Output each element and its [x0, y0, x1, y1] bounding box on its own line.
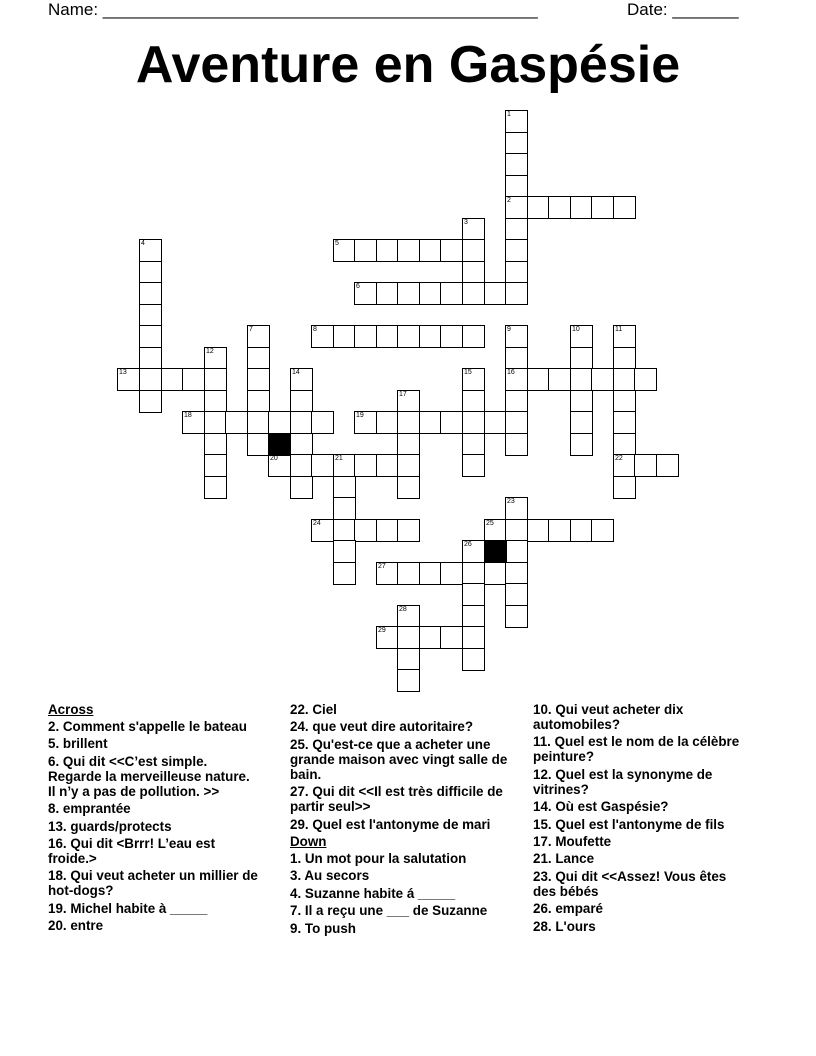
clue-number: 25	[486, 520, 494, 527]
clue-item: 18. Qui veut acheter un millier de hot-dogs?	[48, 868, 258, 899]
crossword-cell[interactable]	[225, 411, 248, 434]
crossword-cell[interactable]	[462, 648, 485, 671]
crossword-cell[interactable]	[139, 390, 162, 413]
clue-item: 24. que veut dire autoritaire?	[290, 719, 474, 735]
crossword-cell[interactable]	[376, 325, 399, 348]
clue-number: 23	[507, 498, 515, 505]
clue-number: 22	[615, 455, 623, 462]
crossword-cell[interactable]	[462, 583, 485, 606]
crossword-cell[interactable]	[139, 368, 162, 391]
crossword-cell[interactable]	[656, 454, 679, 477]
crossword-cell[interactable]	[311, 411, 334, 434]
clue-item: 15. Quel est l'antonyme de fils	[533, 816, 725, 832]
crossword-cell[interactable]	[613, 411, 636, 434]
clue-item: 16. Qui dit <Brrr! L’eau est froide.>	[48, 835, 216, 866]
clue-number: 8	[313, 326, 317, 333]
crossword-cell[interactable]	[247, 433, 270, 456]
clue-number: 24	[313, 520, 321, 527]
crossword-cell[interactable]	[419, 325, 442, 348]
clue-number: 20	[270, 455, 278, 462]
crossword-cell[interactable]	[440, 282, 463, 305]
clue-item: 29. Quel est l'antonyme de mari	[290, 816, 491, 832]
clue-number: 27	[378, 563, 386, 570]
clue-number: 6	[356, 283, 360, 290]
crossword-cell[interactable]	[484, 562, 507, 585]
clue-item: 19. Michel habite à _____	[48, 900, 208, 916]
crossword-cell[interactable]	[204, 411, 227, 434]
blocked-cell	[268, 433, 291, 456]
crossword-cell[interactable]	[397, 325, 420, 348]
clue-item: 28. L'ours	[533, 918, 596, 934]
crossword-cell[interactable]	[440, 411, 463, 434]
crossword-cell[interactable]	[397, 669, 420, 692]
crossword-cell[interactable]	[290, 433, 313, 456]
crossword-cell[interactable]	[204, 454, 227, 477]
crossword-cell[interactable]	[462, 261, 485, 284]
across-heading: Across	[48, 702, 94, 717]
clue-item: 25. Qu'est-ce que a acheter une grande maison avec vingt salle de bain.	[290, 736, 508, 782]
crossword-cell[interactable]	[354, 519, 377, 542]
clue-number: 12	[206, 348, 214, 355]
date-field-label: Date: _______	[627, 0, 739, 19]
crossword-cell[interactable]	[139, 282, 162, 305]
crossword-cell[interactable]	[376, 454, 399, 477]
crossword-cell[interactable]	[634, 454, 657, 477]
clue-item: 27. Qui dit <<Il est très difficile de partir seul>>	[290, 784, 503, 815]
clue-number: 9	[507, 326, 511, 333]
crossword-cell[interactable]	[290, 476, 313, 499]
crossword-cell[interactable]	[634, 368, 657, 391]
clue-number: 5	[335, 240, 339, 247]
crossword-cell[interactable]	[290, 454, 313, 477]
crossword-cell[interactable]	[505, 175, 528, 198]
clue-number: 19	[356, 412, 364, 419]
crossword-cell[interactable]	[204, 433, 227, 456]
crossword-cell[interactable]	[290, 411, 313, 434]
crossword-cell[interactable]	[505, 605, 528, 628]
clue-item: 5. brillent	[48, 736, 108, 752]
crossword-cell[interactable]	[484, 282, 507, 305]
crossword-cell[interactable]	[397, 282, 420, 305]
crossword-cell[interactable]	[354, 325, 377, 348]
crossword-cell[interactable]	[505, 433, 528, 456]
crossword-cell[interactable]	[397, 648, 420, 671]
crossword-cell[interactable]	[548, 368, 571, 391]
crossword-cell[interactable]	[505, 218, 528, 241]
clue-number: 10	[572, 326, 580, 333]
crossword-cell[interactable]	[570, 347, 593, 370]
crossword-cell[interactable]	[505, 583, 528, 606]
crossword-cell[interactable]	[527, 519, 550, 542]
down-heading: Down	[290, 833, 327, 849]
crossword-cell[interactable]	[462, 411, 485, 434]
crossword-cell[interactable]	[139, 325, 162, 348]
crossword-cell[interactable]	[462, 562, 485, 585]
crossword-cell[interactable]	[462, 626, 485, 649]
clue-number: 2	[507, 197, 511, 204]
crossword-cell[interactable]	[333, 476, 356, 499]
crossword-cell[interactable]	[247, 411, 270, 434]
crossword-cell[interactable]	[505, 540, 528, 563]
clue-item: 8. emprantée	[48, 801, 131, 817]
clue-item: 7. Il a reçu une ___ de Suzanne	[290, 903, 488, 919]
crossword-cell[interactable]	[613, 368, 636, 391]
clue-item: 12. Quel est la synonyme de vitrines?	[533, 766, 713, 797]
crossword-cell[interactable]	[548, 196, 571, 219]
crossword-cell[interactable]	[570, 411, 593, 434]
clue-number: 1	[507, 111, 511, 118]
crossword-cell[interactable]	[462, 433, 485, 456]
crossword-cell[interactable]	[419, 626, 442, 649]
clue-number: 29	[378, 627, 386, 634]
crossword-cell[interactable]	[397, 411, 420, 434]
crossword-cell[interactable]	[591, 368, 614, 391]
page-title: Aventure en Gaspésie	[135, 36, 681, 94]
clue-number: 17	[399, 391, 407, 398]
clue-number: 18	[184, 412, 192, 419]
crossword-cell[interactable]	[333, 519, 356, 542]
clue-item: 10. Qui veut acheter dix automobiles?	[533, 702, 684, 732]
clue-item: 4. Suzanne habite á _____	[290, 885, 456, 901]
clue-number: 21	[335, 455, 343, 462]
clue-item: 22. Ciel	[290, 702, 337, 717]
clue-number: 16	[507, 369, 515, 376]
clue-item: 6. Qui dit <<C’est simple. Regarde la merveilleuse nature. Il n’y a pas de pollution. >>	[48, 753, 250, 799]
clue-item: 3. Au secors	[290, 868, 370, 884]
crossword-cell[interactable]	[484, 411, 507, 434]
crossword-cell[interactable]	[397, 562, 420, 585]
crossword-cell[interactable]	[613, 347, 636, 370]
crossword-cell[interactable]	[290, 390, 313, 413]
crossword-cell[interactable]	[311, 454, 334, 477]
crossword-cell[interactable]	[333, 540, 356, 563]
clue-item: 23. Qui dit <<Assez! Vous êtes des bébés	[533, 868, 727, 899]
clue-item: 20. entre	[48, 918, 104, 934]
crossword-cell[interactable]	[247, 390, 270, 413]
crossword-cell[interactable]	[139, 304, 162, 327]
crossword-cell[interactable]	[354, 454, 377, 477]
clue-item: 9. To push	[290, 920, 356, 936]
clue-item: 13. guards/protects	[48, 818, 172, 834]
crossword-cell[interactable]	[204, 476, 227, 499]
crossword-cell[interactable]	[527, 368, 550, 391]
clue-number: 15	[464, 369, 472, 376]
blocked-cell	[484, 540, 507, 563]
clue-number: 3	[464, 219, 468, 226]
crossword-cell[interactable]	[204, 368, 227, 391]
crossword-cell[interactable]	[247, 368, 270, 391]
crossword-cell[interactable]	[419, 239, 442, 262]
crossword-cell[interactable]	[139, 261, 162, 284]
crossword-cell[interactable]	[591, 196, 614, 219]
name-field-label: Name: ______________________________________________	[48, 0, 538, 19]
crossword-cell[interactable]	[591, 519, 614, 542]
clue-item: 26. emparé	[533, 901, 603, 917]
crossword-cell[interactable]	[570, 433, 593, 456]
crossword-cell[interactable]	[570, 368, 593, 391]
crossword-cell[interactable]	[204, 390, 227, 413]
crossword-cell[interactable]	[613, 196, 636, 219]
clue-number: 4	[141, 240, 145, 247]
crossword-cell[interactable]	[613, 390, 636, 413]
crossword-cell[interactable]	[505, 153, 528, 176]
crossword-cell[interactable]	[354, 239, 377, 262]
crossword-cell[interactable]	[182, 368, 205, 391]
crossword-cell[interactable]	[505, 519, 528, 542]
crossword-cell[interactable]	[505, 347, 528, 370]
crossword-cell[interactable]	[376, 519, 399, 542]
crossword-cell[interactable]	[376, 282, 399, 305]
clue-column-2	[290, 702, 522, 938]
crossword-cell[interactable]	[419, 562, 442, 585]
crossword-cell[interactable]	[570, 519, 593, 542]
clue-number: 14	[292, 369, 300, 376]
crossword-cell[interactable]	[505, 411, 528, 434]
crossword-cell[interactable]	[570, 196, 593, 219]
crossword-cell[interactable]	[419, 282, 442, 305]
crossword-cell[interactable]	[397, 519, 420, 542]
crossword-cell[interactable]	[440, 239, 463, 262]
crossword-cell[interactable]	[440, 626, 463, 649]
crossword-cell[interactable]	[613, 476, 636, 499]
crossword-cell[interactable]	[247, 347, 270, 370]
crossword-cell[interactable]	[397, 476, 420, 499]
crossword-cell[interactable]	[397, 239, 420, 262]
crossword-cell[interactable]	[397, 626, 420, 649]
crossword-cell[interactable]	[161, 368, 184, 391]
crossword-cell[interactable]	[376, 239, 399, 262]
clue-number: 28	[399, 606, 407, 613]
crossword-cell[interactable]	[548, 519, 571, 542]
crossword-cell[interactable]	[505, 239, 528, 262]
crossword-cell[interactable]	[462, 390, 485, 413]
crossword-cell[interactable]	[333, 325, 356, 348]
crossword-cell[interactable]	[462, 605, 485, 628]
clue-number: 11	[615, 326, 623, 333]
crossword-cell[interactable]	[505, 562, 528, 585]
crossword-cell[interactable]	[462, 239, 485, 262]
crossword-cell[interactable]	[139, 347, 162, 370]
crossword-cell[interactable]	[462, 282, 485, 305]
clue-column-3	[533, 702, 753, 936]
clue-item: 11. Quel est le nom de la célèbre peinture?	[533, 734, 740, 765]
clue-number: 26	[464, 541, 472, 548]
clue-item: 21. Lance	[533, 851, 595, 867]
crossword-cell[interactable]	[376, 411, 399, 434]
crossword-cell[interactable]	[505, 132, 528, 155]
crossword-cell[interactable]	[505, 261, 528, 284]
crossword-cell[interactable]	[505, 282, 528, 305]
clue-item: 1. Un mot pour la salutation	[290, 850, 467, 866]
crossword-cell[interactable]	[505, 390, 528, 413]
crossword-cell[interactable]	[462, 454, 485, 477]
crossword-cell[interactable]	[268, 411, 291, 434]
crossword-cell[interactable]	[397, 433, 420, 456]
crossword-cell[interactable]	[462, 325, 485, 348]
clue-column-1	[48, 702, 260, 936]
crossword-cell[interactable]	[397, 454, 420, 477]
crossword-cell[interactable]	[440, 562, 463, 585]
clue-number: 7	[249, 326, 253, 333]
clue-item: 14. Où est Gaspésie?	[533, 799, 669, 815]
crossword-cell[interactable]	[570, 390, 593, 413]
crossword-cell[interactable]	[419, 411, 442, 434]
crossword-cell[interactable]	[527, 196, 550, 219]
clue-item: 17. Moufette	[533, 833, 612, 849]
crossword-cell[interactable]	[333, 562, 356, 585]
crossword-cell[interactable]	[613, 433, 636, 456]
clue-number: 13	[119, 369, 127, 376]
crossword-cell[interactable]	[440, 325, 463, 348]
crossword-cell[interactable]	[333, 497, 356, 520]
clue-item: 2. Comment s'appelle le bateau	[48, 719, 247, 734]
